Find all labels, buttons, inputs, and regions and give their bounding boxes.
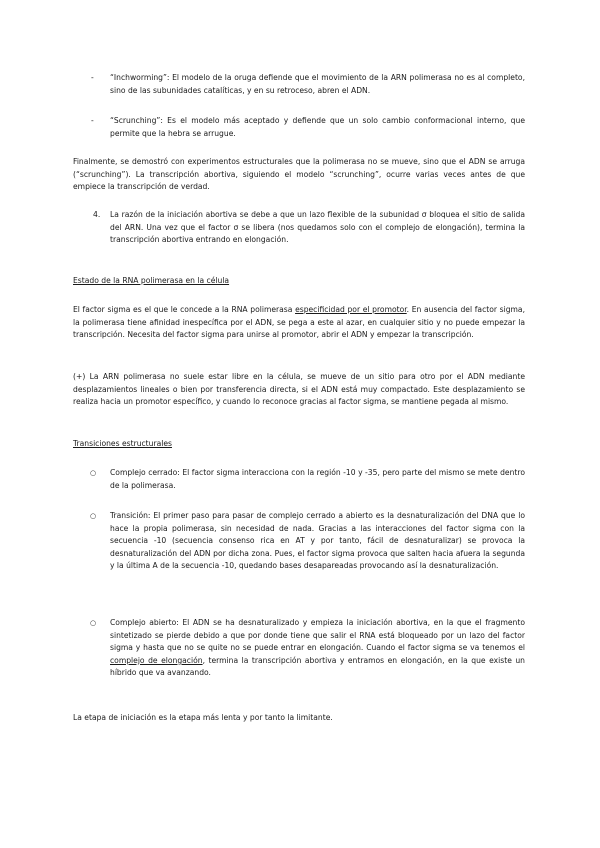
inchworming-paragraph: “Inchworming”: El modelo de la oruga defiende que el movimiento de la ARN polimerasa no es al completo, sino de las subunidades catalíticas, y en su retroceso, abren el ADN.	[110, 73, 525, 95]
item4-paragraph: La razón de la iniciación abortiva se debe a que un lazo flexible de la subunidad σ bloquea el sitio de salida del ARN. Una vez que el factor σ se libera (nos quedamos solo con el complejo de elongación), termina la transcripción abortiva entrando en elongación.	[110, 210, 525, 245]
arn-libre-paragraph: (+) La ARN polimerasa no suele estar libre en la célula, se mueve de un sitio para otro por el ADN mediante desplazamientos lineales o bien por transferencia directa, si el ADN está muy compactado. Este desplazamiento se realiza hacia un promotor específico, y cuando lo reconoce gracias al factor sigma, se mantiene pegada al mismo.	[73, 372, 525, 407]
underlined-term: especificidad por el promotor	[295, 305, 407, 314]
circle-bullet-icon: ○	[90, 512, 97, 520]
underlined-term: complejo de elongación	[110, 655, 203, 665]
finalmente-paragraph: Finalmente, se demostró con experimentos estructurales que la polimerasa no se mueve, sino que el ADN se arruga (“scrunching”). La transcripción abortiva, siguiendo el modelo “scrunching”, ocurre varias veces antes de que empiece la transcripción de verdad.	[73, 157, 525, 192]
complejo-cerrado-paragraph: Complejo cerrado: El factor sigma interacciona con la región -10 y -35, pero parte del mismo se mete dentro de la polimerasa.	[110, 468, 525, 490]
list-number: 4.	[93, 210, 101, 219]
circle-bullet-icon: ○	[90, 619, 97, 627]
text-span: . En ausencia del factor sigma, la polimerasa tiene afinidad inespecífica por el ADN, se pega a este al azar, en cualquier sitio y no puede empezar la transcripción. Necesita del factor sigma para unirse al promotor, abrir el ADN y empezar la transcripción.	[73, 305, 525, 340]
complejo-abierto-paragraph	[110, 617, 525, 680]
circle-bullet-icon: ○	[90, 469, 97, 477]
section-heading-transiciones: Transiciones estructurales	[73, 439, 172, 448]
section-heading-estado: Estado de la RNA polimerasa en la célula	[73, 276, 230, 285]
scrunching-paragraph: “Scrunching”: Es el modelo más aceptado y defiende que un solo cambio conformacional interno, que permite que la hebra se arrugue.	[110, 116, 525, 138]
text-span: , termina la transcripción abortiva y entramos en elongación, en la que existe un híbrido que va avanzando.	[110, 655, 525, 678]
text-span: Complejo abierto: El ADN se ha desnaturalizado y empieza la iniciación abortiva, en la que el fragmento sintetizado se pierde debido a que por donde tiene que salir el RNA está bloqueado por un lazo del factor sigma y hasta que no se quite no se puede entrar en elongación. Cuando el factor sigma se va tenemos el	[110, 618, 525, 653]
factor-sigma-paragraph	[73, 304, 525, 342]
text-span: El factor sigma es el que le concede a la RNA polimerasa	[73, 305, 296, 314]
dash-bullet: -	[91, 73, 94, 82]
transicion-paragraph: Transición: El primer paso para pasar de complejo cerrado a abierto es la desnaturalización del DNA que lo hace la propia polimerasa, sin necesidad de nada. Gracias a las interacciones del factor sigma con la secuencia -10 (secuencia consenso rica en AT y por tanto, fácil de desnaturalizar) se provoca la desnaturalización del ADN por dicha zona. Pues, el factor sigma provoca que salten hacia afuera la segunda y la última A de la secuencia -10, quedando bases desapareadas provocando así la desnaturalización.	[110, 511, 525, 571]
final-paragraph: La etapa de iniciación es la etapa más lenta y por tanto la limitante.	[73, 713, 333, 722]
dash-bullet: -	[91, 116, 94, 125]
